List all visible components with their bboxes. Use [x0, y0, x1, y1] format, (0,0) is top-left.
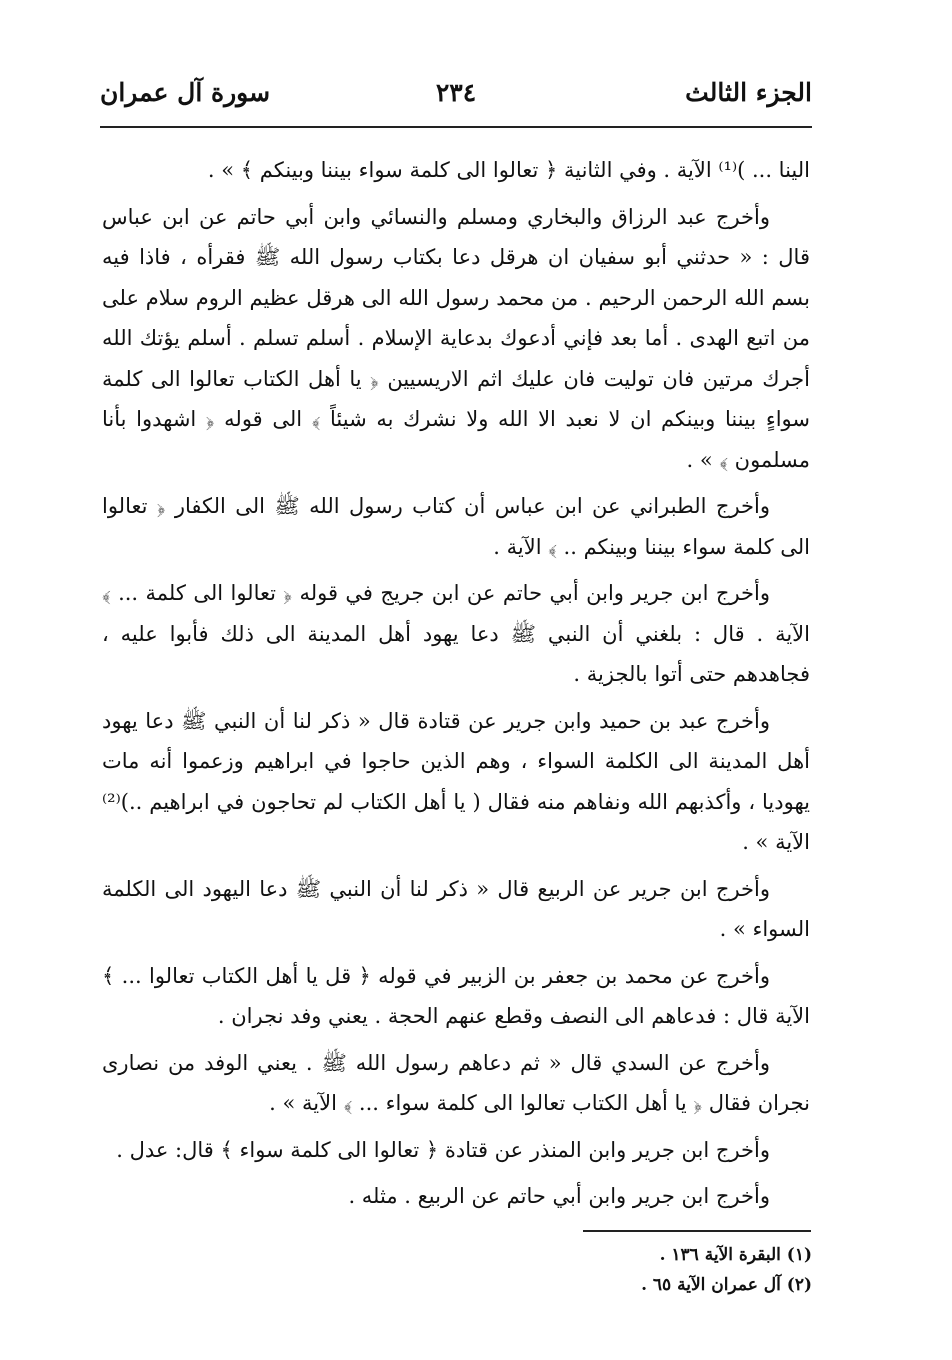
- footnote-1: (١) البقرة الآية ١٣٦ .: [659, 1245, 812, 1265]
- surah-title: سورة آل عمران: [100, 78, 271, 107]
- page-header: [100, 78, 812, 118]
- paragraph-1: الينا ... )⁽¹⁾ الآية . وفي الثانية ﴿ تعالوا الى كلمة سواء بيننا وبينكم ﴾ » .: [207, 158, 810, 182]
- volume-title: الجزء الثالث: [685, 78, 812, 107]
- footnote-divider: [583, 1230, 811, 1232]
- header-divider: [100, 126, 812, 128]
- paragraph-7: وأخرج عن محمد بن جعفر بن الزبير في قوله ﴿ قل يا أهل الكتاب تعالوا ... ﴾ الآية قال : فدعاهم الى النصف وقطع عنهم الحجة . يعني وفد نجران .: [102, 963, 810, 1028]
- footnote-2: (٢) آل عمران الآية ٦٥ .: [641, 1275, 812, 1295]
- paragraph-9: وأخرج ابن جرير وابن المنذر عن قتادة ﴿ تعالوا الى كلمة سواء ﴾ قال: عدل .: [116, 1137, 770, 1162]
- paragraph-5: وأخرج عبد بن حميد وابن جرير عن قتادة قال « ذكر لنا أن النبي ﷺ دعا يهود أهل المدينة الى الكلمة السواء ، وهم الذين حاجوا في ابراهيم وزعموا أنه مات يهوديا ، وأكذبهم الله ونفاهم منه فقال ( يا أهل الكتاب لم تحاجون في ابراهيم ..)⁽²⁾ الآية » .: [102, 708, 810, 854]
- main-text: [102, 150, 810, 1223]
- paragraph-8: وأخرج عن السدي قال « ثم دعاهم رسول الله ﷺ . يعني الوفد من نصارى نجران فقال ﴿ يا أهل الكتاب تعالوا الى كلمة سواء ... ﴾ الآية » .: [102, 1050, 810, 1115]
- paragraph-2: وأخرج عبد الرزاق والبخاري ومسلم والنسائي وابن أبي حاتم عن ابن عباس قال : « حدثني أبو سفيان ان هرقل دعا بكتاب رسول الله ﷺ فقرأه ، فاذا فيه بسم الله الرحمن الرحيم . من محمد رسول الله الى هرقل عظيم الروم سلام على من اتبع الهدى . أما بعد فإني أدعوك بدعاية الإسلام . أسلم تسلم . أسلم يؤتك الله أجرك مرتين فان توليت فان عليك اثم الاريسيين ﴿ يا أهل الكتاب تعالوا الى كلمة سواءٍ بيننا وبينكم ان لا نعبد الا الله ولا نشرك به شيئاً ﴾ الى قوله ﴿ اشهدوا بأنا مسلمون ﴾ » .: [102, 204, 810, 472]
- footnotes: [641, 1240, 812, 1300]
- paragraph-6: وأخرج ابن جرير عن الربيع قال « ذكر لنا أن النبي ﷺ دعا اليهود الى الكلمة السواء » .: [102, 876, 810, 941]
- paragraph-3: وأخرج الطبراني عن ابن عباس أن كتاب رسول الله ﷺ الى الكفار ﴿ تعالوا الى كلمة سواء بيننا وبينكم .. ﴾ الآية .: [102, 494, 810, 559]
- paragraph-10: وأخرج ابن جرير وابن أبي حاتم عن الربيع . مثله .: [348, 1184, 770, 1208]
- paragraph-4: وأخرج ابن جرير وابن أبي حاتم عن ابن جريج في قوله ﴿ تعالوا الى كلمة ... ﴾ الآية . قال : بلغني أن النبي ﷺ دعا يهود أهل المدينة الى ذلك فأبوا عليه ، فجاهدهم حتى أتوا بالجزية .: [102, 581, 810, 686]
- page-number: ٢٣٤: [435, 78, 477, 107]
